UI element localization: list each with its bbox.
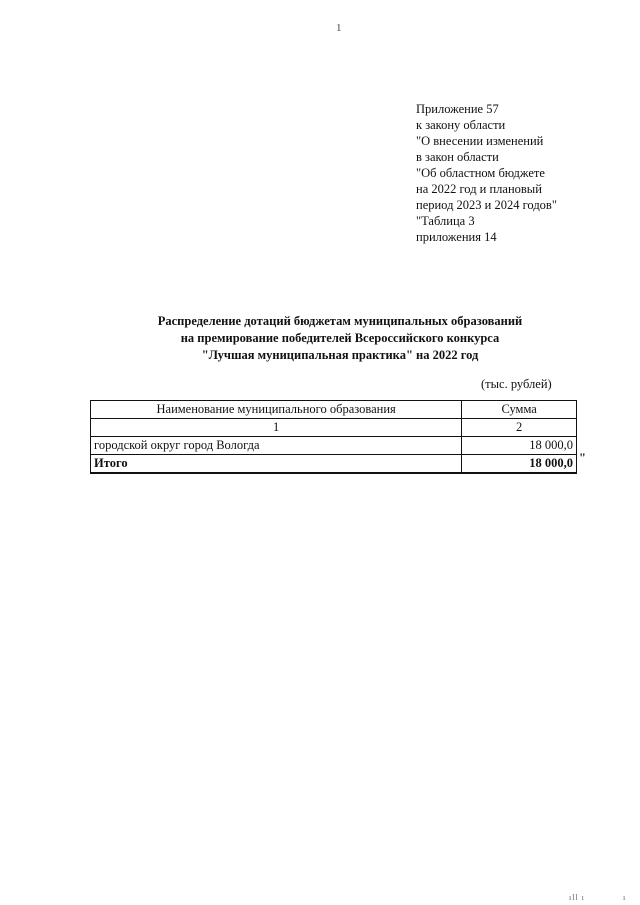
title-line: на премирование победителей Всероссийского конкурса — [180, 331, 500, 345]
table-header-row — [91, 401, 577, 419]
column-number-2: 2 — [462, 419, 577, 437]
total-row — [91, 455, 577, 474]
appendix-line: Приложение 57 — [416, 102, 499, 116]
municipality-amount: 18 000,0 — [462, 437, 577, 455]
appendix-block — [416, 101, 616, 245]
appendix-line: в закон области — [416, 150, 499, 164]
column-number-row — [91, 419, 577, 437]
document-title — [100, 313, 580, 364]
appendix-line: "О внесении изменений — [416, 134, 544, 148]
header-amount: Сумма — [462, 401, 577, 419]
appendix-line: "Таблица 3 — [416, 214, 475, 228]
title-line: "Лучшая муниципальная практика" на 2022 год — [201, 348, 479, 362]
scan-mark: ıll ı — [569, 893, 585, 902]
subsidy-table — [90, 400, 577, 474]
appendix-line: приложения 14 — [416, 230, 497, 244]
municipality-name: городской округ город Вологда — [91, 437, 462, 455]
appendix-line: на 2022 год и плановый — [416, 182, 542, 196]
column-number-1: 1 — [91, 419, 462, 437]
table-row — [91, 437, 577, 455]
appendix-line: период 2023 и 2024 годов" — [416, 198, 557, 212]
title-line: Распределение дотаций бюджетам муниципальных образований — [157, 314, 523, 328]
closing-quote: " — [579, 451, 586, 465]
appendix-line: к закону области — [416, 118, 506, 132]
appendix-line: "Об областном бюджете — [416, 166, 545, 180]
unit-label: (тыс. рублей) — [481, 377, 552, 391]
scan-mark: ı — [623, 893, 626, 902]
header-name: Наименование муниципального образования — [91, 401, 462, 419]
total-amount: 18 000,0 — [462, 455, 577, 474]
total-label: Итого — [91, 455, 462, 474]
page-number: 1 — [336, 22, 342, 34]
